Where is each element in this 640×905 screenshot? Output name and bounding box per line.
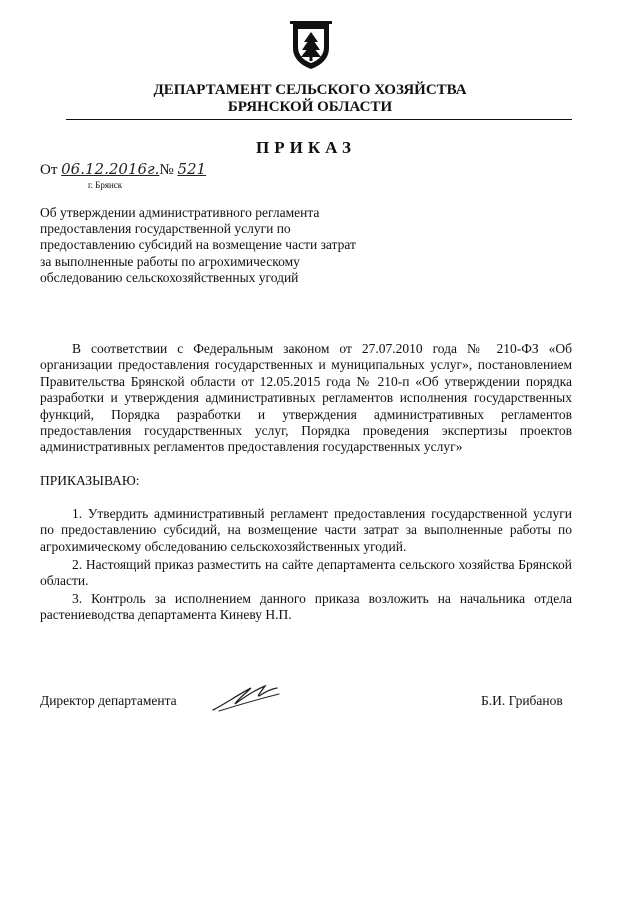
order-item-1: 1. Утвердить административный регламент предоставления государственной услуги по предоставлению субсидий, на возмещение части затрат за выполненные работы по агрохимическому обследованию сельскохозяйственных угодий. bbox=[40, 506, 572, 554]
order-item-2: 2. Настоящий приказ разместить на сайте департамента сельского хозяйства Брянской области. bbox=[40, 557, 572, 589]
preamble-paragraph: В соответствии с Федеральным законом от 27.07.2010 года № 210-ФЗ «Об организации предоставления государственных и муниципальных услуг», постановлением Правительства Брянской области от 12.05.2015 года № 210-п «Об утверждении порядка разработки и утверждения административных регламентов исполнения государственных функций, Порядка разработки и утверждения административных регламентов предоставления государственных услуг, Порядка проведения экспертизы проектов административных регламентов предоставления государственных услуг» bbox=[40, 341, 572, 455]
signatory-name: Б.И. Грибанов bbox=[481, 693, 563, 708]
department-title-line1: ДЕПАРТАМЕНТ СЕЛЬСКОГО ХОЗЯЙСТВА bbox=[153, 82, 467, 98]
document-type: ПРИКАЗ bbox=[256, 138, 356, 157]
number-prefix: № bbox=[159, 162, 174, 178]
order-item-3: 3. Контроль за исполнением данного приказа возложить на начальника отдела растениеводства департамента Киневу Н.П. bbox=[40, 591, 572, 623]
coat-of-arms-icon bbox=[289, 20, 333, 70]
date-prefix: От bbox=[40, 162, 58, 178]
order-word: ПРИКАЗЫВАЮ: bbox=[40, 473, 140, 488]
date-number-line bbox=[40, 160, 206, 179]
document-date: 06.12.2016г. bbox=[61, 160, 160, 178]
document-subject: Об утверждении административного регламента предоставления государственной услуги по предоставлению субсидий на возмещение части затрат за выполненные работы по агрохимическому обследованию сельскохозяйственных угодий bbox=[40, 205, 356, 285]
signatory-role: Директор департамента bbox=[40, 693, 177, 708]
city-label: г. Брянск bbox=[88, 180, 123, 190]
signature-icon bbox=[205, 680, 285, 715]
header-divider bbox=[66, 119, 572, 120]
document-number: 521 bbox=[177, 160, 207, 178]
department-title-line2: БРЯНСКОЙ ОБЛАСТИ bbox=[227, 99, 393, 115]
